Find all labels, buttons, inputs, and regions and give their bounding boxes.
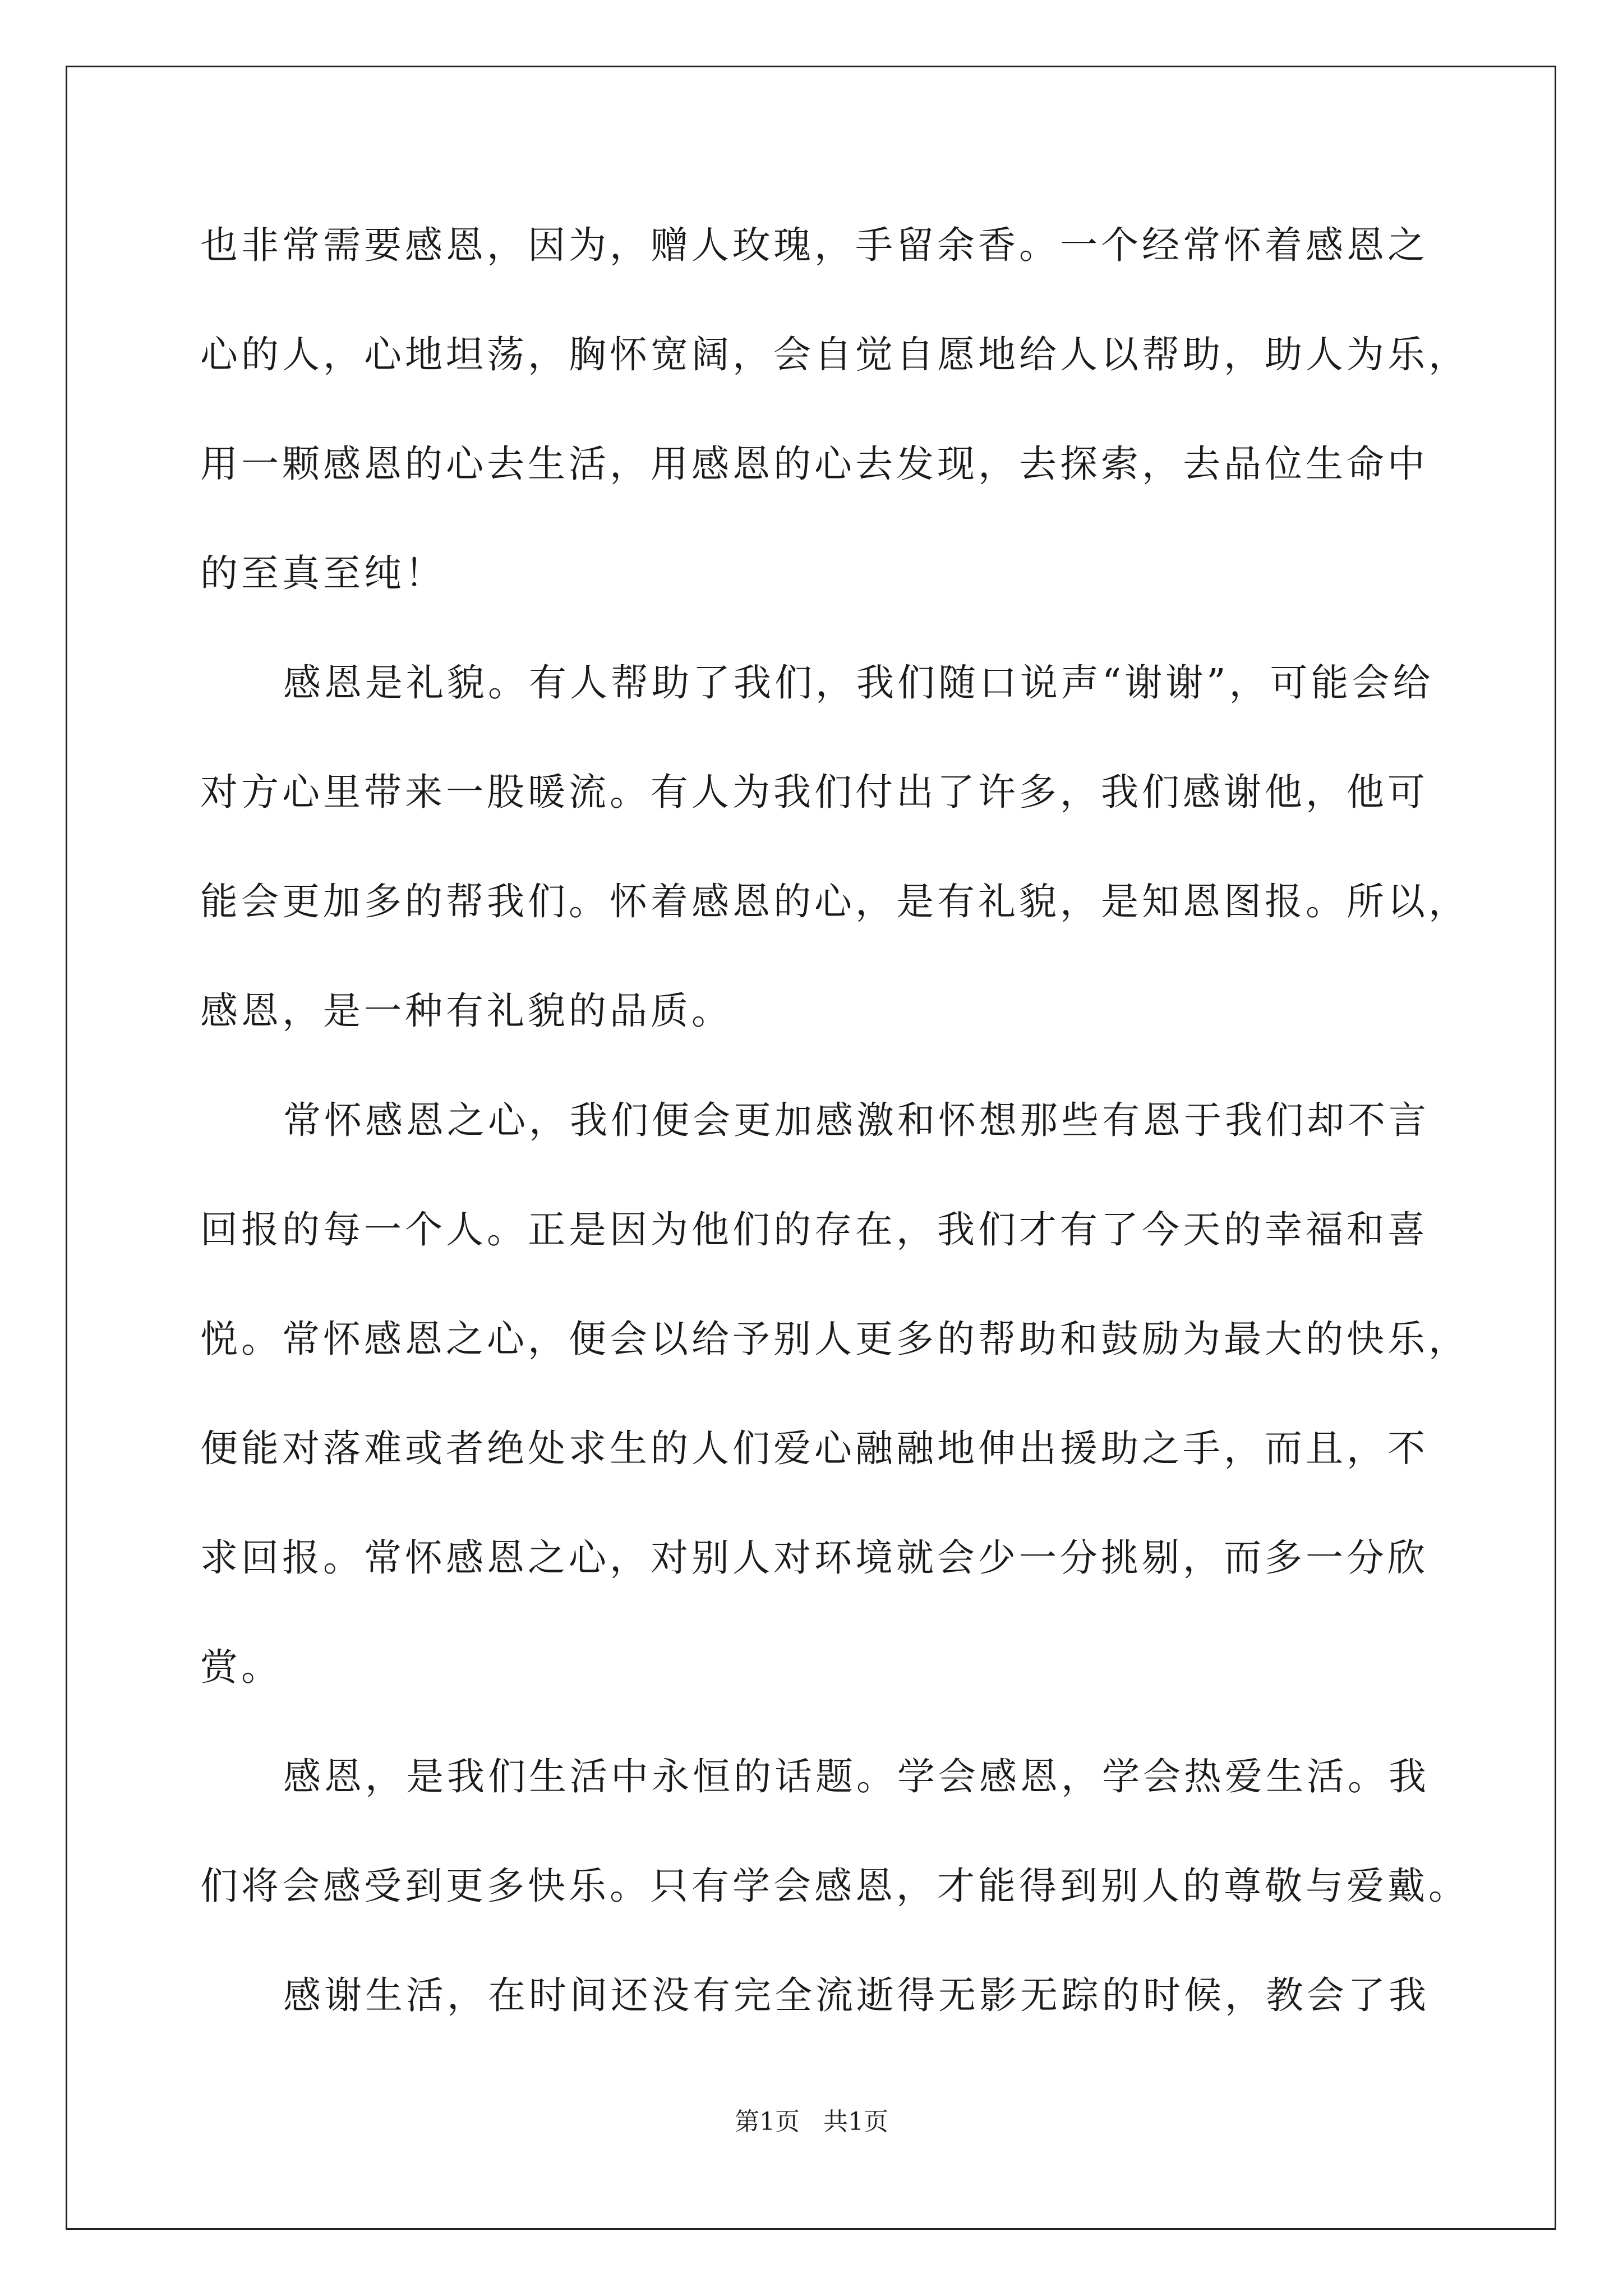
body-text-line: 求回报。常怀感恩之心，对别人对环境就会少一分挑剔，而多一分欣 [200,1536,1428,1580]
paragraph-first-line: 感恩，是我们生活中永恒的话题。学会感恩，学会热爱生活。我 [283,1755,1430,1798]
paragraph-first-line: 感谢生活，在时间还没有完全流逝得无影无踪的时候，教会了我 [283,1973,1430,2017]
paragraph-first-line: 常怀感恩之心，我们便会更加感激和怀想那些有恩于我们却不言 [283,1098,1430,1142]
body-text-line: 也非常需要感恩，因为，赠人玫瑰，手留余香。一个经常怀着感恩之 [200,223,1428,267]
body-text-line: 赏。 [200,1645,282,1689]
paragraph-first-line: 感恩是礼貌。有人帮助了我们，我们随口说声“谢谢”，可能会给 [283,661,1434,705]
body-text-line: 感恩，是一种有礼貌的品质。 [200,989,732,1033]
body-text-line: 对方心里带来一股暖流。有人为我们付出了许多，我们感谢他，他可 [200,770,1428,814]
body-text-line: 的至真至纯！ [200,551,446,595]
body-text-line: 回报的每一个人。正是因为他们的存在，我们才有了今天的幸福和喜 [200,1208,1428,1251]
body-text-line: 们将会感受到更多快乐。只有学会感恩，才能得到别人的尊敬与爱戴。 [200,1864,1469,1908]
body-text-line: 心的人，心地坦荡，胸怀宽阔，会自觉自愿地给人以帮助，助人为乐， [200,333,1469,376]
body-text-line: 便能对落难或者绝处求生的人们爱心融融地伸出援助之手，而且，不 [200,1427,1428,1470]
page-number-footer: 第1页 共1页 [735,2108,888,2136]
body-text-line: 悦。常怀感恩之心，便会以给予别人更多的帮助和鼓励为最大的快乐， [200,1317,1469,1361]
body-text-line: 用一颗感恩的心去生活，用感恩的心去发现，去探索，去品位生命中 [200,442,1428,486]
body-text-line: 能会更加多的帮我们。怀着感恩的心，是有礼貌，是知恩图报。所以， [200,880,1469,923]
